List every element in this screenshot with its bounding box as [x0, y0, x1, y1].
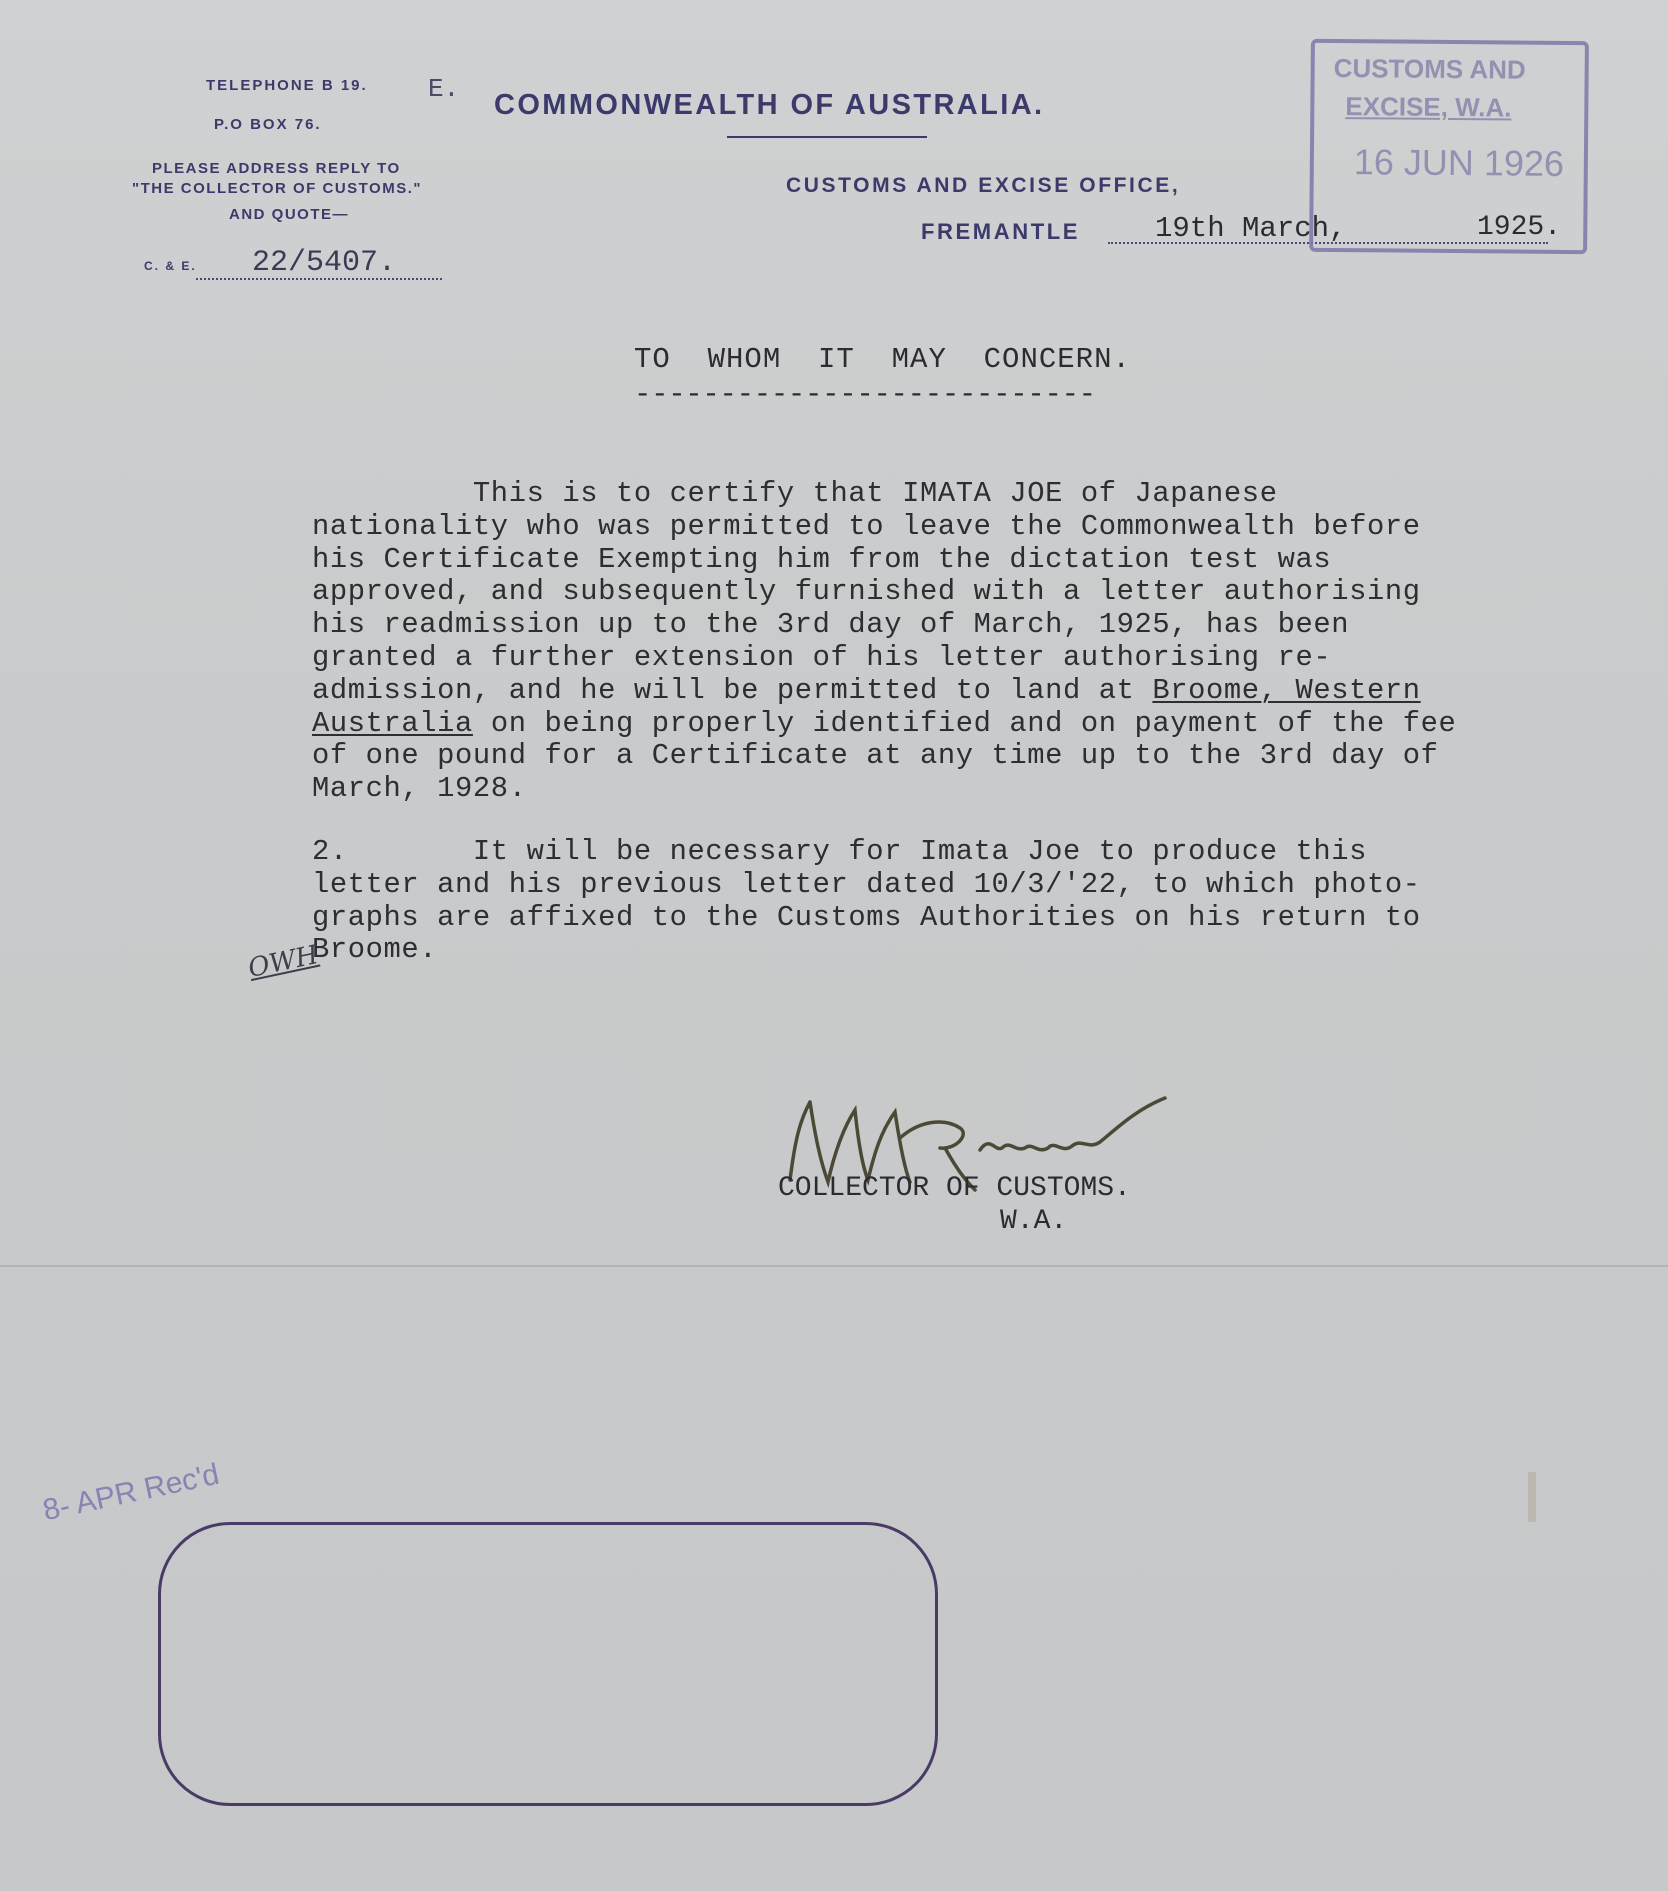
envelope-window-outline [158, 1522, 938, 1806]
body-line: granted a further extension of his letter authorising re- [312, 640, 1332, 674]
body-line: his Certificate Exempting him from the dictation test was [312, 542, 1332, 576]
paragraph-gap [312, 806, 1612, 836]
reference-prefix: C. & E. [144, 259, 197, 273]
body-line: approved, and subsequently furnished with a letter authorising [312, 575, 1421, 609]
body-line: Broome. [312, 933, 438, 967]
paper-edge-mark [1528, 1472, 1536, 1522]
signatory-title: COLLECTOR OF CUSTOMS. [778, 1173, 1131, 1204]
body-text-fragment: admission, and he will be permitted to land at [312, 673, 1153, 707]
body-line: graphs are affixed to the Customs Authorities on his return to [312, 900, 1421, 934]
file-mark-e: E. [428, 74, 460, 104]
address-reply-line-1: PLEASE ADDRESS REPLY TO [152, 160, 401, 177]
underlined-place-name: Australia [312, 706, 473, 740]
telephone-line: TELEPHONE B 19. [206, 77, 368, 94]
body-line: letter and his previous letter dated 10/3/'22, to which photo- [312, 867, 1421, 901]
body-line: of one pound for a Certificate at any time up to the 3rd day of [312, 739, 1439, 773]
received-date-stamp: 8- APR Rec'd [40, 1457, 223, 1528]
stamp-line-2: EXCISE, W.A. [1345, 91, 1512, 123]
body-text-fragment: on being properly identified and on payment of the fee [472, 706, 1457, 740]
place-name: FREMANTLE [921, 219, 1081, 244]
margin-initials: OWH [245, 939, 322, 985]
body-line: 2. It will be necessary for Imata Joe to produce this [312, 834, 1367, 868]
body-line: his readmission up to the 3rd day of March, 1925, has been [312, 608, 1350, 642]
customs-received-stamp [1309, 39, 1589, 254]
po-box-line: P.O BOX 76. [214, 116, 322, 133]
reference-number: 22/5407. [252, 246, 397, 280]
signatory-state: W.A. [1000, 1206, 1068, 1237]
underlined-place-name: Broome, Western [1152, 673, 1421, 707]
letter-heading: TO WHOM IT MAY CONCERN. [634, 343, 1131, 376]
body-line: This is to certify that IMATA JOE of Japanese [312, 477, 1278, 510]
letterhead-title: COMMONWEALTH OF AUSTRALIA. [494, 89, 1045, 121]
letter-date: 19th March, [1155, 212, 1347, 245]
heading-underline: --------------------------- [634, 378, 1096, 411]
body-line: March, 1928. [312, 772, 527, 806]
stamp-date: 16 JUN 1926 [1353, 141, 1565, 185]
body-line [312, 675, 1612, 708]
and-quote-line: AND QUOTE— [229, 206, 349, 223]
body-line [312, 708, 1612, 741]
title-rule [727, 136, 927, 138]
office-name: CUSTOMS AND EXCISE OFFICE, [786, 174, 1181, 197]
address-reply-line-2: "THE COLLECTOR OF CUSTOMS." [132, 180, 423, 197]
letter-body [312, 478, 1612, 967]
body-line: nationality who was permitted to leave the Commonwealth before [312, 509, 1421, 543]
fold-line [0, 1265, 1668, 1267]
stamp-line-1: CUSTOMS AND [1333, 52, 1526, 85]
letter-year: 1925. [1477, 212, 1562, 243]
